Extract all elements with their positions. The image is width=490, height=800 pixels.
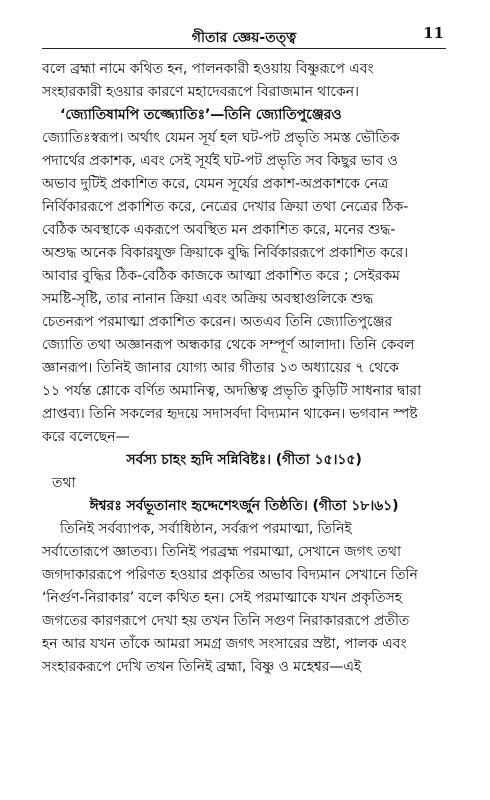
text-line: জগতের কারণরূপে দেখা হয় তখন তিনি সগুণ নিরাকাররূপে প্রতীত — [42, 613, 410, 629]
text-line: জ্যোতিঃস্বরূপ। অর্থাৎ যেমন সূর্য হল ঘট-পট প্রভৃতি সমস্ত ভৌতিক — [42, 130, 400, 146]
text-line: অভাব দুটিই প্রকাশিত করে, যেমন সূর্যের প্রকাশ-অপ্রকাশকে নেত্র — [42, 176, 389, 192]
text-line: সংহারকারী হওয়ার কারণে মহাদেবরূপে বিরাজমান থাকেন। — [42, 84, 359, 100]
text-line: জ্ঞানরূপ। তিনিই জানার যোগ্য আর গীতার ১৩ অধ্যায়ের ৭ থেকে — [42, 360, 399, 376]
text-line: জ্যোতি তথা অজ্ঞানরূপ অন্ধকার থেকে সম্পূর্ণ আলাদা। তিনি কেবল — [42, 337, 415, 353]
text-line: করে বলেছেন— — [42, 429, 130, 445]
text-line: বেঠিক অবস্থাকে একরূপে অবস্থিত মন প্রকাশিত করে, মনের শুদ্ধ- — [42, 222, 396, 238]
text-line: সমষ্টি-সৃষ্টি, তার নানান ক্রিয়া এবং অক্রিয় অবস্থাগুলিকে শুদ্ধ — [42, 291, 374, 307]
text-line: সর্বাতোরূপে জ্ঞাতব্য। তিনিই পরব্রহ্ম পরমাত্মা, সেখানে জগৎ তথা — [42, 544, 401, 560]
text-line: জগদাকাররূপে পরিণত হওয়ার প্রকৃতির অভাব বিদ্যমান সেখানে তিনি — [42, 567, 418, 583]
text-line: আবার বুদ্ধির ঠিক-বেঠিক কাজকে আত্মা প্রকাশিত করে ; সেইরকম — [42, 268, 400, 284]
sanskrit-verse: সর্বস্য চাহং হৃদি সন্নিবিষ্টঃ। (গীতা ১৫।১৫) — [126, 452, 362, 468]
text-line: বলে ব্রহ্মা নামে কথিত হন, পালনকারী হওয়ায় বিষ্ণুরূপে এবং — [42, 61, 374, 77]
running-header — [44, 24, 444, 46]
text-line: পদার্থের প্রকাশক, এবং সেই সূর্যই ঘট-পট প্রভৃতি সব কিছুর ভাব ও — [42, 153, 398, 169]
sanskrit-verse: ঈশ্বরঃ সর্বভূতানাং হৃদ্দেশেঽর্জুন তিষ্ঠতি। (গীতা ১৮।৬১) — [89, 498, 399, 514]
text-line: হন আর যখন তাঁকে আমরা সমগ্র জগৎ সংসারের স্রষ্টা, পালক এবং — [42, 636, 407, 652]
page-number: 11 — [423, 24, 444, 42]
text-line: নির্বিকাররূপে প্রকাশিত করে, নেত্রের দেখার ক্রিয়া তথা নেত্রের ঠিক- — [42, 199, 409, 215]
chapter-title: গীতার জ্ঞেয়-তত্ত্ব — [191, 30, 297, 46]
text-body — [42, 58, 446, 679]
header-rule — [42, 48, 446, 49]
text-line: তথা — [52, 475, 76, 491]
text-line: সংহারকরূপে দেখি তখন তিনিই ব্রহ্মা, বিষ্ণু ও মহেশ্বর—এই — [42, 659, 362, 675]
text-line: ‘জ্যোতিষামপি তজ্জ্যোতিঃ’—তিনি জ্যোতিপুঞ্জেরও — [60, 107, 342, 123]
text-line: ১১ পর্যন্ত শ্লোকে বর্ণিত অমানিত্ব, অদম্ভিত্ব প্রভৃতি কুড়িটি সাধনার দ্বারা — [42, 383, 422, 399]
text-line: প্রাপ্তব্য। তিনি সকলের হৃদয়ে সদাসর্বদা বিদ্যমান থাকেন। ভগবান স্পষ্ট — [42, 406, 418, 422]
text-line: ‘নির্গুণ-নিরাকার’ বলে কথিত হন। সেই পরমাত্মাকে যখন প্রকৃতিসহ — [42, 590, 403, 606]
text-line: চেতনরূপ পরমাত্মা প্রকাশিত করেন। অতএব তিনি জ্যোতিপুঞ্জের — [42, 314, 393, 330]
text-line: অশুদ্ধ অনেক বিকারযুক্ত ক্রিয়াকে বুদ্ধি নির্বিকাররূপে প্রকাশিত করে। — [42, 245, 409, 261]
text-line: তিনিই সর্বব্যাপক, সর্বাধিষ্ঠান, সর্বরূপ পরমাত্মা, তিনিই — [60, 521, 352, 537]
